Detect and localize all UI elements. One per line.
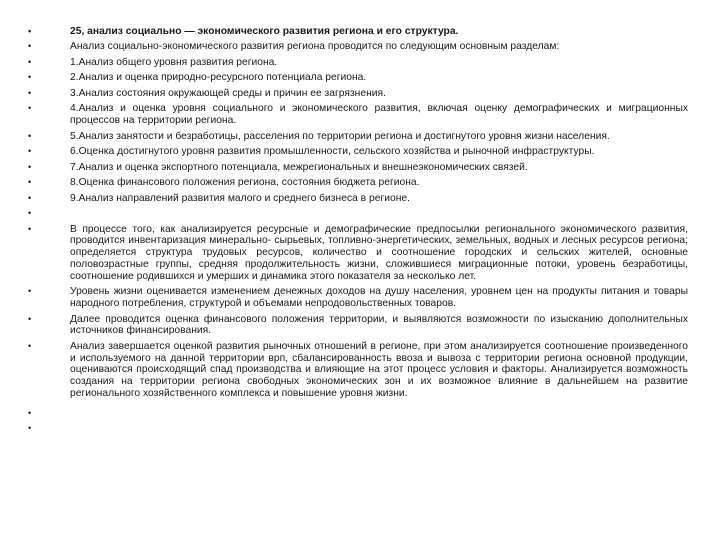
list-item-section	[28, 131, 688, 143]
section-text: 1.Анализ общего уровня развития региона.	[70, 56, 278, 68]
bullet-icon: •	[28, 313, 32, 324]
bullet-list	[28, 26, 688, 439]
section-text: 3.Анализ состояния окружающей среды и причин ее загрязнения.	[70, 87, 386, 99]
list-item-section	[28, 146, 688, 158]
list-item-section	[28, 177, 688, 189]
bullet-icon: •	[28, 56, 32, 67]
list-item-empty	[28, 408, 688, 420]
section-text: 8.Оценка финансового положения региона, состояния бюджета региона.	[70, 177, 420, 189]
section-text: 7.Анализ и оценка экспортного потенциала, межрегиональных и внешнеэкономических связей.	[70, 161, 528, 173]
list-item-empty	[28, 208, 688, 220]
bullet-icon: •	[28, 423, 32, 434]
paragraph-text: Далее проводится оценка финансового положения территории, и выявляются возможности по изысканию дополнительных источников финансирования.	[70, 313, 688, 337]
section-text: 2.Анализ и оценка природно-ресурсного потенциала региона.	[70, 72, 367, 84]
list-item-section	[28, 162, 688, 174]
bullet-icon: •	[28, 26, 32, 36]
list-item-section	[28, 88, 688, 100]
bullet-icon: •	[28, 286, 32, 297]
bullet-icon: •	[28, 407, 32, 418]
paragraph-text: Анализ завершается оценкой развития рыночных отношений в регионе, при этом анализируется соотношение произведенного и используемого на данной территории врп, сбалансированность ввоза и вывоза с территории региона основной продукции, оцениваются происходящий спад производства и влияющие на этот процесс условия и факторы. Анализируется возможность создания на территории региона свободных экономических зон и их возможное влияние в дальнейшем на развитие регионального хозяйственного комплекса и повышение уровня жизни.	[70, 340, 688, 400]
list-item-paragraph	[28, 224, 688, 283]
bullet-icon: •	[28, 87, 32, 98]
intro-text: Анализ социально-экономического развития региона проводится по следующим основным разделам:	[70, 41, 560, 53]
list-item-intro	[28, 41, 688, 53]
bullet-icon: •	[28, 208, 32, 219]
section-text: 9.Анализ направлений развития малого и среднего бизнеса в регионе.	[70, 192, 410, 204]
bullet-icon: •	[28, 223, 32, 234]
list-item-empty	[28, 423, 688, 435]
paragraph-text: Уровень жизни оценивается изменением денежных доходов на душу населения, уровнем цен на продукты питания и товары народного потребления, структурой и объемами непродовольственных товаров.	[70, 286, 688, 310]
bullet-icon: •	[28, 146, 32, 157]
heading-text: 25, анализ социально — экономического развития региона и его структура.	[70, 26, 459, 37]
bullet-icon: •	[28, 177, 32, 188]
bullet-icon: •	[28, 130, 32, 141]
list-item-section	[28, 72, 688, 84]
list-item-heading	[28, 26, 688, 38]
bullet-icon: •	[28, 72, 32, 83]
section-text: 6.Оценка достигнутого уровня развития промышленности, сельского хозяйства и рыночной инфраструктуры.	[70, 146, 595, 158]
section-text: 5.Анализ занятости и безработицы, расселения по территории региона и достигнутого уровня жизни населения.	[70, 130, 610, 142]
bullet-icon: •	[28, 161, 32, 172]
bullet-icon: •	[28, 192, 32, 203]
list-item-section	[28, 57, 688, 69]
list-item-paragraph	[28, 286, 688, 310]
list-item-section	[28, 193, 688, 205]
bullet-icon: •	[28, 340, 32, 351]
paragraph-text: В процессе того, как анализируется ресурсные и демографические предпосылки регионального экономического развития, проводится инвентаризация минерально- сырьевых, топливно-энергетических, земельных, водных и лесных ресурсов региона; определяется структура трудовых ресурсов, количество и соотношение городских и сельских жителей, основные половозрастные группы, средняя продолжительность жизни, сложившиеся миграционные потоки, уровень безработицы, соотношение родившихся и умерших и динамика этого показателя за несколько лет.	[70, 223, 688, 282]
section-text: 4.Анализ и оценка уровня социального и экономического развития, включая оценку демографических и миграционных процессов на территории региона.	[70, 103, 688, 127]
list-item-paragraph	[28, 341, 688, 400]
list-item-paragraph	[28, 314, 688, 338]
list-item-section	[28, 103, 688, 127]
bullet-icon: •	[28, 41, 32, 52]
bullet-icon: •	[28, 103, 32, 114]
